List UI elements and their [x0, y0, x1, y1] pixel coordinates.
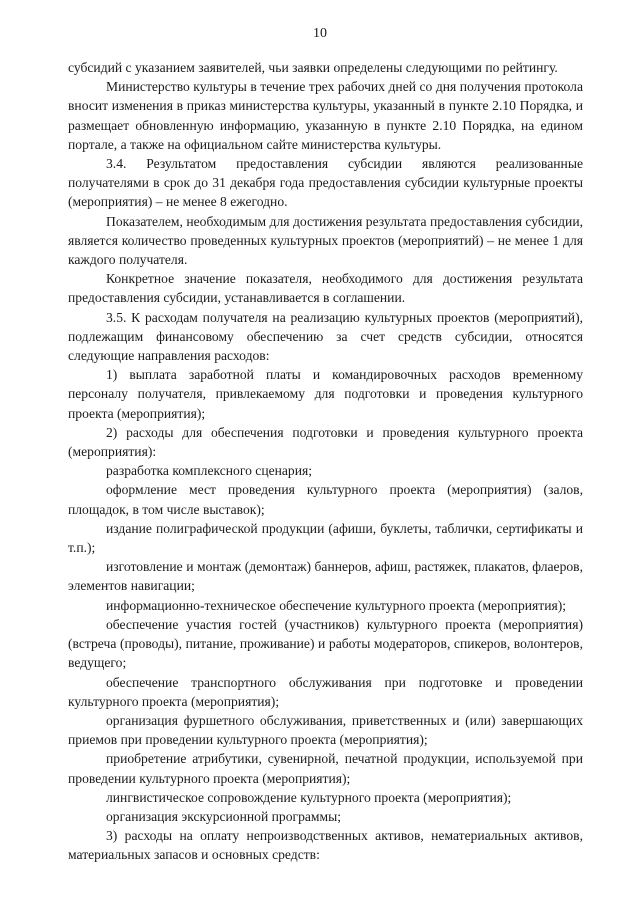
list-item: 2) расходы для обеспечения подготовки и проведения культурного проекта (мероприятия):: [68, 424, 583, 460]
list-subitem: обеспечение транспортного обслуживания при подготовке и проведении культурного проекта (мероприятия);: [68, 674, 583, 709]
paragraph: субсидий с указанием заявителей, чьи заявки определены следующими по рейтингу.: [68, 60, 558, 75]
paragraph: Министерство культуры в течение трех рабочих дней со дня получения протокола вносит изменения в приказ министерства культуры, указанный в пункте 2.10 Порядка, и размещает обновленную информацию, указанную в пункте 2.10 Порядка, на едином портале, а также на официальном сайте министерства культуры.: [68, 79, 583, 152]
list-item: 1) выплата заработной платы и командировочных расходов временному персоналу получателя, привлекаемому для подготовки и проведения культурного проекта (мероприятия);: [68, 367, 583, 421]
list-subitem: лингвистическое сопровождение культурного проекта (мероприятия);: [106, 789, 512, 805]
list-subitem: разработка комплексного сценария;: [106, 463, 313, 479]
paragraph: Показателем, необходимым для достижения результата предоставления субсидии, является количество проведенных культурных проектов (мероприятий) – не менее 1 для каждого получателя.: [68, 213, 583, 268]
list-item: 3) расходы на оплату непроизводственных активов, нематериальных активов, материальных запасов и основных средств:: [68, 828, 583, 863]
list-subitem: изготовление и монтаж (демонтаж) баннеров, афиш, растяжек, плакатов, флаеров, элементов навигации;: [68, 559, 583, 594]
paragraph: 3.5. К расходам получателя на реализацию культурных проектов (мероприятий), подлежащим финансовому обеспечению за счет средств субсидии, относятся следующие направления расходов:: [68, 309, 583, 364]
list-subitem: организация экскурсионной программы;: [106, 808, 342, 824]
document-body: [68, 58, 583, 865]
list-subitem: организация фуршетного обслуживания, приветственных и (или) завершающих приемов при проведении культурного проекта (мероприятия);: [68, 712, 583, 748]
list-subitem: приобретение атрибутики, сувенирной, печатной продукции, используемой при проведении культурного проекта (мероприятия);: [68, 751, 583, 786]
paragraph: Конкретное значение показателя, необходимого для достижения результата предоставления субсидии, устанавливается в соглашении.: [68, 271, 583, 306]
paragraph: 3.4. Результатом предоставления субсидии являются реализованные получателями в срок до 31 декабря года предоставления субсидии культурные проекты (мероприятия) – не менее 8 ежегодно.: [68, 156, 583, 210]
page-number: 10: [313, 26, 327, 41]
list-subitem: обеспечение участия гостей (участников) культурного проекта (мероприятия) (встреча (проводы), питание, проживание) и работы модераторов, спикеров, волонтеров, ведущего;: [68, 616, 583, 671]
list-subitem: оформление мест проведения культурного проекта (мероприятия) (залов, площадок, в том числе выставок);: [68, 482, 583, 517]
list-subitem: информационно-техническое обеспечение культурного проекта (мероприятия);: [106, 597, 567, 613]
list-subitem: издание полиграфической продукции (афиши, буклеты, таблички, сертификаты и т.п.);: [68, 520, 583, 556]
